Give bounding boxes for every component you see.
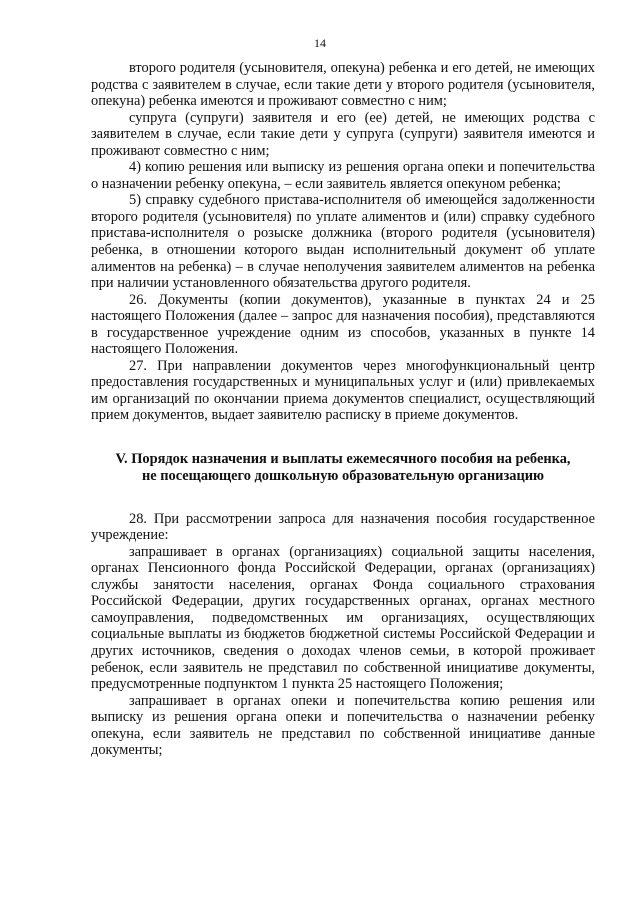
section-heading [91, 451, 595, 485]
paragraph-28: 28. При рассмотрении запроса для назначения пособия государственное учреждение: [91, 510, 595, 544]
paragraph-26: 26. Документы (копии документов), указанные в пунктах 24 и 25 настоящего Положения (далее – запрос для назначения пособия), представляются в государственное учреждение одним из способов, указанных в пункте 14 настоящего Положения. [91, 291, 595, 358]
section-heading-line-2: не посещающего дошкольную образовательную организацию [141, 467, 545, 484]
paragraph-27: 27. При направлении документов через многофункциональный центр предоставления государственных и муниципальных услуг и (или) привлекаемых им организаций по окончании приема документов специалист, осуществляющий прием документов, выдает заявителю расписку в приеме документов. [91, 357, 595, 424]
paragraph-item-5: 5) справку судебного пристава-исполнителя об имеющейся задолженности второго родителя (усыновителя) по уплате алиментов и (или) справку судебного пристава-исполнителя о розыске должника (второго родителя (усыновителя) ребенка, в отношении которого выдан исполнительный документ об уплате алиментов на ребенка) – в случае неполучения заявителем алиментов на ребенка при наличии установленного обязательства другого родителя. [91, 192, 595, 292]
paragraph-request-guardianship: запрашивает в органах опеки и попечительства копию решения или выписку из решения органа опеки и попечительства о назначении ребенку опекуна, если заявитель не представил по собственной инициативе данные документы; [91, 692, 595, 759]
paragraph-second-parent: второго родителя (усыновителя, опекуна) ребенка и его детей, не имеющих родства с заявителем в случае, если такие дети у второго родителя (усыновителя, опекуна) ребенка имеются и проживают совместно с ним; [91, 60, 595, 110]
page-number: 14 [314, 36, 326, 50]
paragraph-spouse: супруга (супруги) заявителя и его (ее) детей, не имеющих родства с заявителем в случае, если такие дети у супруга (супруги) заявителя имеются и проживают совместно с ним; [91, 109, 595, 159]
document-body [91, 60, 595, 759]
section-heading-line-1: V. Порядок назначения и выплаты ежемесячного пособия на ребенка, [115, 451, 571, 468]
paragraph-request-income: запрашивает в органах (организациях) социальной защиты населения, органах Пенсионного фонда Российской Федерации, органах (организациях) службы занятости населения, органах Фонда социального страхования Российской Федерации, других государственных органах, органах местного самоуправления, подведомственных им организациях, осуществляющих социальные выплаты из бюджетов бюджетной системы Российской Федерации и других источников, сведения о доходах членов семьи, в которой проживает ребенок, если заявитель не представил по собственной инициативе документы, предусмотренные подпунктом 1 пункта 25 настоящего Положения; [91, 543, 595, 693]
paragraph-item-4: 4) копию решения или выписку из решения органа опеки и попечительства о назначении ребенку опекуна, – если заявитель является опекуном ребенка; [91, 159, 595, 192]
